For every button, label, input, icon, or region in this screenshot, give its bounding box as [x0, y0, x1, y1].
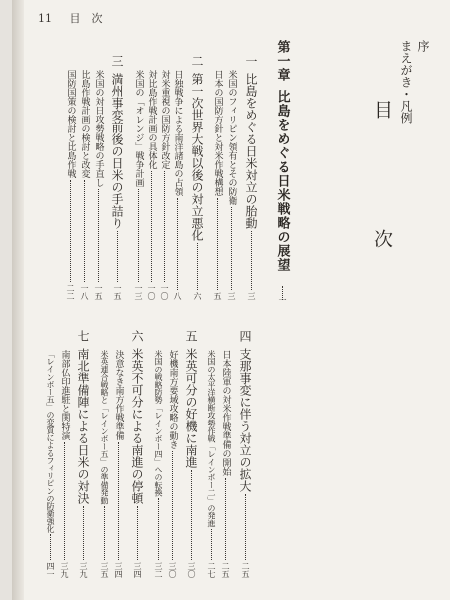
section-6-sub-2-title: 米英連合戦略と「レインボー五」の準備発動 [100, 350, 109, 505]
section-2-sub-1 [171, 70, 183, 300]
section-2-title: 第一次世界大戦以後の対立悪化 [190, 73, 204, 241]
section-6-num: 六 [130, 330, 144, 342]
section-6-entry [128, 330, 146, 578]
section-4-sub-1-title: 日本陸軍の対米作戦準備の開始 [220, 350, 231, 476]
section-7-page: 三九 [79, 562, 88, 578]
section-3-dots [117, 231, 118, 282]
section-1-sub-2-title: 日本の国防方針と対米作戦構想 [212, 70, 223, 196]
section-2-sub-4-title: 米国の「オレンジ」戦争計画 [133, 70, 144, 187]
section-3-sub-1-page: 一五 [94, 284, 103, 300]
section-6-page: 三四 [133, 562, 142, 578]
section-5-num: 五 [184, 330, 198, 342]
section-1-sub-2 [211, 70, 223, 300]
section-3-entry [108, 55, 126, 300]
section-4-page: 二五 [241, 562, 250, 578]
book-page [12, 0, 450, 600]
section-5-sub-2 [152, 350, 164, 578]
section-2-page: 六 [193, 292, 202, 300]
chapter-page: 一 [278, 296, 287, 304]
section-3-sub-1-dots [98, 189, 99, 282]
page-gutter-shadow [12, 0, 24, 600]
section-4-sub-2 [205, 350, 217, 578]
section-2-sub-2 [158, 70, 170, 300]
section-4-sub-2-dots [211, 529, 212, 560]
section-3-sub-2-page: 一八 [80, 284, 89, 300]
section-4-entry [236, 330, 254, 578]
section-5-title: 米英可分の好機に南進 [184, 348, 198, 468]
section-6-sub-1 [112, 350, 124, 578]
chapter-leader [272, 40, 292, 302]
section-2-sub-4-page: 一三 [134, 284, 143, 300]
section-7-dots [83, 506, 84, 560]
section-3-sub-3-title: 国防国策の検討と比島作戦 [65, 70, 76, 178]
section-7-sub-1-page: 三九 [60, 562, 69, 578]
section-4-sub-2-page: 二七 [207, 562, 216, 578]
section-6-title: 米英不可分による南進の停頓 [130, 348, 144, 504]
preface-jo: 序 [416, 40, 430, 52]
section-6-sub-2 [98, 350, 110, 578]
section-3-sub-3-page: 二二 [66, 284, 75, 300]
section-5-sub-2-dots [158, 498, 159, 560]
section-1-sub-2-page: 五 [213, 292, 222, 300]
section-4-sub-1-page: 二五 [221, 562, 230, 578]
section-2-dots [197, 243, 198, 290]
section-7-num: 七 [76, 330, 90, 342]
section-2-sub-3-title: 対比島作戦計画の具体化 [146, 70, 157, 169]
section-1-sub-1-title: 米国のフィリピン領有とその防衛 [226, 70, 237, 205]
section-7-entry [74, 330, 92, 578]
section-3-num: 三 [110, 55, 124, 67]
section-6-sub-2-page: 三五 [100, 562, 109, 578]
section-6-sub-2-dots [104, 506, 105, 560]
section-7-sub-2 [44, 350, 56, 578]
section-5-sub-1-dots [172, 451, 173, 560]
section-4-dots [245, 494, 246, 560]
section-2-num: 二 [190, 55, 204, 67]
section-4-sub-2-title: 米国の太平洋横断攻勢作戦「レインボー二」の発進 [207, 350, 216, 528]
toc-title: 目 次 [371, 100, 393, 272]
section-5-sub-1-page: 三〇 [168, 562, 177, 578]
section-1-sub-1-dots [231, 207, 232, 290]
section-5-entry [182, 330, 200, 578]
header-title: 目 次 [69, 12, 103, 25]
section-1-entry [242, 55, 260, 300]
section-7-sub-2-page: 四一 [46, 562, 55, 578]
section-3-sub-1 [92, 70, 104, 300]
section-5-sub-2-page: 三二 [154, 562, 163, 578]
section-3-sub-2-dots [84, 180, 85, 282]
section-1-title: 比島をめぐる日米対立の胎動 [244, 73, 258, 229]
section-2-sub-3-page: 一〇 [147, 284, 156, 300]
section-6-sub-1-title: 決意なき南方作戦準備 [113, 350, 124, 440]
section-5-sub-1 [166, 350, 178, 578]
section-6-sub-1-page: 三四 [114, 562, 123, 578]
section-4-title: 支那事変に伴う対立の拡大 [238, 348, 252, 492]
section-3-title: 満州事変前後の日米の手詰り [110, 73, 124, 229]
header-page-number: 11 [38, 12, 52, 25]
section-1-num: 一 [244, 55, 258, 67]
section-3-sub-2-title: 比島作戦計画の検討と改変 [79, 70, 90, 178]
section-6-dots [137, 506, 138, 560]
section-2-sub-2-page: 一〇 [160, 284, 169, 300]
section-2-sub-1-dots [177, 198, 178, 290]
section-3-sub-3-dots [70, 180, 71, 282]
section-3-sub-3 [64, 70, 76, 300]
section-2-entry [188, 55, 206, 300]
section-7-sub-1 [58, 350, 70, 578]
section-4-num: 四 [238, 330, 252, 342]
section-6-sub-1-dots [118, 442, 119, 560]
section-4-sub-1-dots [225, 478, 226, 560]
section-5-page: 三〇 [187, 562, 196, 578]
section-5-dots [191, 470, 192, 560]
section-1-sub-1-page: 三 [227, 292, 236, 300]
section-3-sub-2 [78, 70, 90, 300]
section-4-sub-1 [219, 350, 231, 578]
section-1-page: 三 [247, 292, 256, 300]
chapter-label: 第一章 [274, 40, 290, 82]
section-2-sub-3-dots [151, 171, 152, 282]
section-3-page: 一五 [113, 284, 122, 300]
section-2-sub-2-title: 対米重視の国防方針改定 [159, 70, 170, 169]
section-1-dots [251, 231, 252, 290]
running-header [38, 10, 117, 26]
section-1-sub-1 [225, 70, 237, 300]
section-2-sub-3 [145, 70, 157, 300]
section-2-sub-4-dots [138, 189, 139, 282]
section-5-sub-1-title: 好機南方要域攻略の動き [167, 350, 178, 449]
section-2-sub-4 [132, 70, 144, 300]
section-7-sub-2-dots [50, 534, 51, 560]
preface-maegaki: まえがき・凡例 [399, 40, 413, 124]
section-1-sub-2-dots [217, 198, 218, 290]
section-2-sub-2-dots [164, 171, 165, 282]
section-7-sub-1-dots [64, 442, 65, 560]
section-2-sub-1-page: 八 [173, 292, 182, 300]
section-7-sub-1-title: 南部仏印進駐と関特演 [59, 350, 70, 440]
section-5-sub-2-title: 米国の戦略防勢「レインボー四」への転換 [154, 350, 163, 497]
section-7-title: 南北準備陣による日米の対決 [76, 348, 90, 504]
section-2-sub-1-title: 日独戦争による南洋諸島の占領 [172, 70, 183, 196]
section-3-sub-1-title: 米国の対日攻勢戦略の手直し [93, 70, 104, 187]
section-7-sub-2-title: 「レインボー五」の変質によるフィリピンの防衛強化 [46, 350, 55, 533]
chapter-title: 比島をめぐる日米戦略の展望 [274, 90, 290, 272]
